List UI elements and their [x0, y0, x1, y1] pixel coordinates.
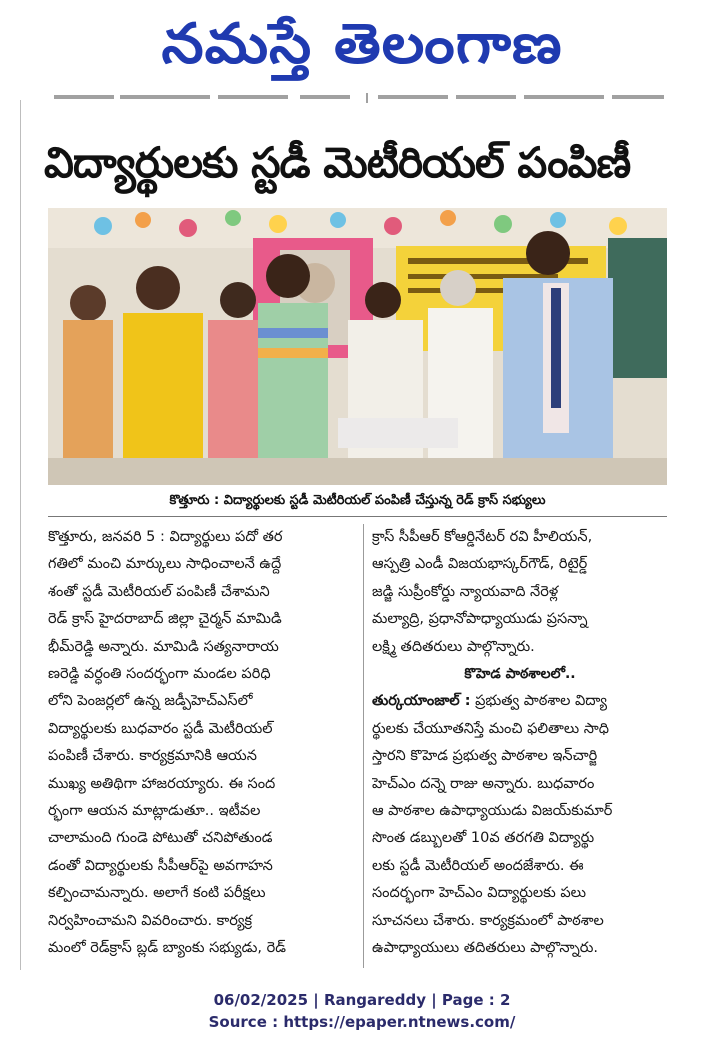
article-line: మల్యాద్రి, ప్రధానోపాధ్యాయుడు ప్రసన్నా [372, 611, 588, 628]
photo-illustration [48, 208, 667, 485]
article-line: కొత్తూరు, జనవరి 5 : విద్యార్థులు పదో తర [48, 529, 283, 545]
dateline-place: తుర్కయాంజాల్ : [372, 693, 471, 710]
article-line: రెడ్ క్రాస్ హైదరాబాద్ జిల్లా చైర్మన్ మామిడి [48, 611, 282, 628]
newspaper-logo: నమస్తే తెలంగాణ [161, 11, 563, 77]
section-subheading: కొహెడ పాఠశాలలో.. [464, 666, 576, 683]
article-line: హెచ్ఎం దన్నె రాజు అన్నారు. బుధవారం [372, 775, 595, 792]
article-line-lead [372, 688, 668, 715]
footer-source-line: Source : https://epaper.ntnews.com/ [208, 1013, 516, 1031]
article-line: స్తారని కొహెడ ప్రభుత్వ పాఠశాల ఇన్‌చార్జి [372, 748, 598, 765]
article-column-left [48, 524, 356, 963]
article-line: గతిలో మంచి మార్కులు సాధించాలనే ఉద్దే [48, 556, 282, 573]
photo-caption: కొత్తూరు : విద్యార్థులకు స్టడీ మెటీరియల్ పంపిణీ చేస్తున్న రెడ్ క్రాస్ సభ్యులు [48, 486, 667, 517]
article-line: చాలామంది గుండె పోటుతో చనిపోతుండ [48, 830, 273, 847]
article-line: ఆస్పత్రి ఎండీ విజయభాస్కర్‌గౌడ్, రిటైర్డ్ [372, 556, 588, 573]
article-line: శంతో స్టడీ మెటీరియల్ పంపిణీ చేశామని [48, 583, 270, 600]
article-line: లోని పెంజర్లలో ఉన్న జడ్పీహెచ్ఎస్‌లో [48, 693, 253, 710]
article-line: విద్యార్థులకు బుధవారం స్టడీ మెటీరియల్ [48, 720, 273, 737]
masthead [0, 0, 724, 92]
article-line: ర్భంగా ఆయన మాట్లాడుతూ.. ఇటీవల [48, 803, 261, 820]
article-line: డంతో విద్యార్థులకు సీపీఆర్‌పై అవగాహన [48, 857, 273, 874]
footer-date-line: 06/02/2025 | Rangareddy | Page : 2 [213, 991, 511, 1009]
article-photo [48, 208, 667, 485]
article-line: నిర్వహించామని వివరించారు. కార్యక్ర [48, 912, 253, 929]
article-headline: విద్యార్థులకు స్టడీ మెటీరియల్ పంపిణీ [44, 138, 631, 187]
column-divider [363, 524, 364, 968]
article-line: సూచనలు చేశారు. కార్యక్రమంలో పాఠశాల [372, 912, 604, 929]
article-line: లక్ష్మి తదితరులు పాల్గొన్నారు. [372, 638, 535, 655]
article-line: భీమ్‌రెడ్డి అన్నారు. మామిడి సత్యనారాయ [48, 638, 279, 655]
article-line: ఆ పాఠశాల ఉపాధ్యాయుడు విజయ్‌కుమార్ [372, 803, 613, 820]
article-line: సందర్భంగా హెచ్ఎం విద్యార్థులకు పలు [372, 885, 586, 902]
article-line: పంపిణీ చేశారు. కార్యక్రమానికి ఆయన [48, 748, 257, 765]
article-line: జడ్జి సుప్రీంకోర్డు న్యాయవాది నేరెళ్ల [372, 583, 559, 600]
article-line: క్రాస్ సీపీఆర్ కోఆర్డినేటర్ రవి హీలియన్, [372, 529, 593, 545]
article-column-right [372, 524, 668, 963]
article-line: ఉపాధ్యాయులు తదితరులు పాల్గొన్నారు. [372, 940, 599, 957]
article-line: లకు స్టడీ మెటీరియల్ అందజేశారు. ఈ [372, 857, 584, 874]
page-margin-rule [20, 100, 21, 970]
clipped-previous-article [48, 90, 670, 104]
article-line: మంలో రెడ్‌క్రాస్ బ్లడ్ బ్యాంకు సభ్యుడు, రెడ్ [48, 940, 286, 957]
dateline-text: ప్రభుత్వ పాఠశాల విద్యా [470, 693, 608, 710]
article-line: ముఖ్య అతిథిగా హాజరయ్యారు. ఈ సంద [48, 775, 276, 792]
article-line: ర్థులకు చేయూతనిస్తే మంచి ఫలితాలు సాధి [372, 720, 609, 737]
article-line: కల్పించామన్నారు. అలాగే కంటి పరీక్షలు [48, 885, 266, 902]
article-line: సొంత డబ్బులతో 10వ తరగతి విద్యార్థు [372, 830, 595, 847]
article-line: ణరెడ్డి వర్ధంతి సందర్భంగా మండల పరిధి [48, 666, 271, 683]
clipped-text-fragments [48, 90, 670, 104]
